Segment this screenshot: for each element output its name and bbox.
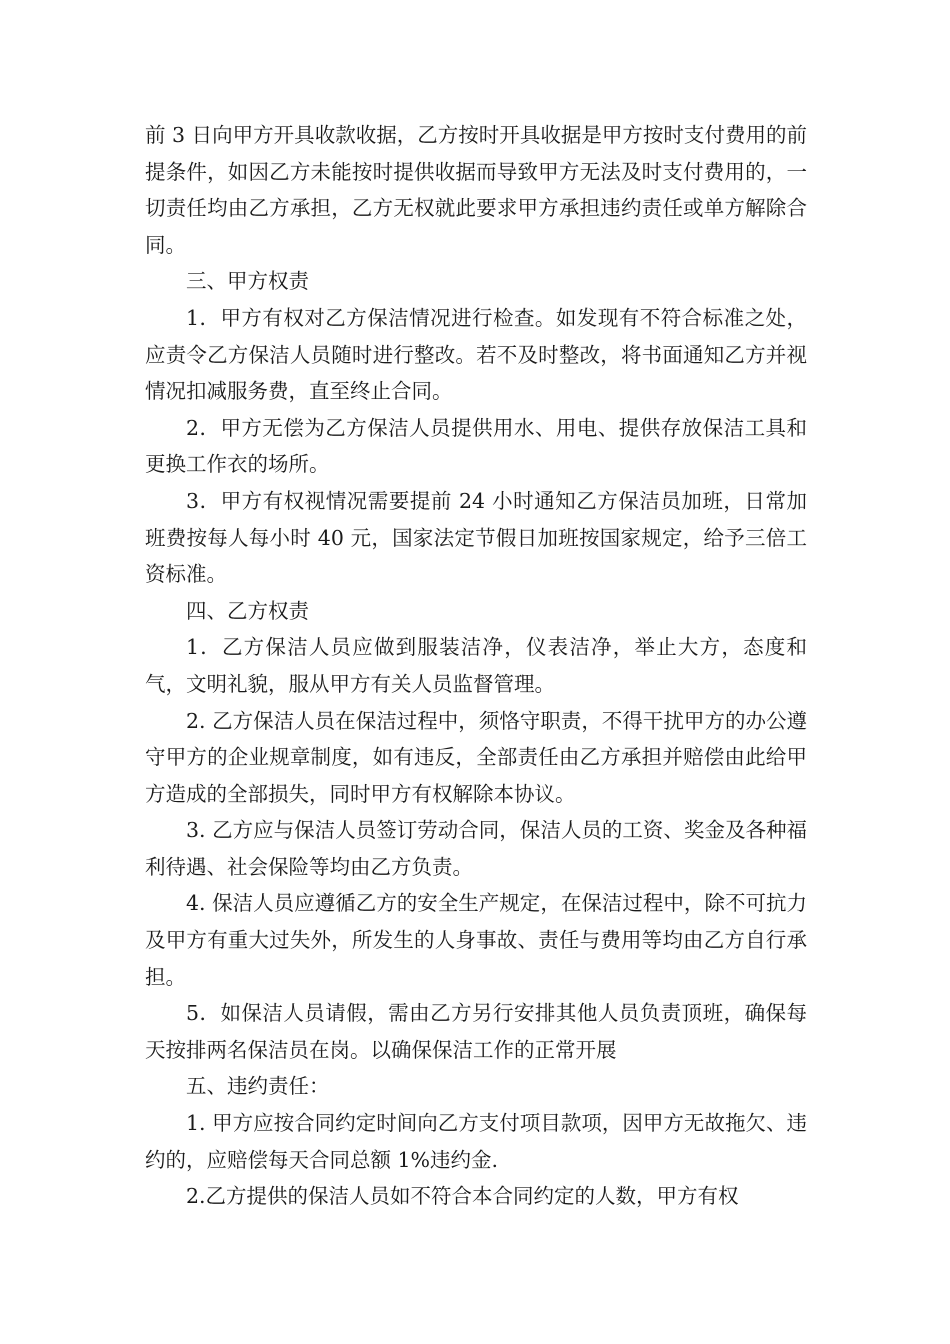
paragraph-b-rights-4: 4. 保洁人员应遵循乙方的安全生产规定，在保洁过程中，除不可抗力及甲方有重大过失外，所发生的人身事故、责任与费用等均由乙方自行承担。 — [145, 891, 807, 989]
paragraph-breach-2: 2.乙方提供的保洁人员如不符合本合同约定的人数，甲方有权 — [186, 1184, 739, 1209]
paragraph-b-rights-1: 1．乙方保洁人员应做到服装洁净，仪表洁净，举止大方，态度和气，文明礼貌，服从甲方有关人员监督管理。 — [145, 635, 807, 696]
document-body — [145, 117, 807, 1215]
paragraph-b-rights-2: 2. 乙方保洁人员在保洁过程中，须恪守职责，不得干扰甲方的办公遵守甲方的企业规章制度，如有违反，全部责任由乙方承担并赔偿由此给甲方造成的全部损失，同时甲方有权解除本协议。 — [145, 708, 807, 806]
paragraph-b-rights-3: 3. 乙方应与保洁人员签订劳动合同，保洁人员的工资、奖金及各种福利待遇、社会保险等均由乙方负责。 — [145, 818, 807, 879]
paragraph-b-rights-5: 5．如保洁人员请假，需由乙方另行安排其他人员负责顶班，确保每天按排两名保洁员在岗。以确保保洁工作的正常开展 — [145, 1001, 807, 1062]
heading-party-a-rights: 三、甲方权责 — [186, 269, 309, 294]
heading-breach-liability: 五、违约责任： — [186, 1074, 330, 1099]
paragraph-payment-receipt: 前 3 日向甲方开具收款收据，乙方按时开具收据是甲方按时支付费用的前提条件，如因乙方未能按时提供收据而导致甲方无法及时支付费用的，一切责任均由乙方承担，乙方无权就此要求甲方承担违约责任或单方解除合同。 — [145, 123, 807, 257]
heading-party-b-rights: 四、乙方权责 — [186, 598, 309, 623]
paragraph-breach-1: 1. 甲方应按合同约定时间向乙方支付项目款项，因甲方无故拖欠、违约的，应赔偿每天合同总额 1%违约金. — [145, 1111, 807, 1172]
paragraph-a-rights-2: 2．甲方无偿为乙方保洁人员提供用水、用电、提供存放保洁工具和更换工作衣的场所。 — [145, 415, 807, 477]
paragraph-a-rights-1: 1．甲方有权对乙方保洁情况进行检查。如发现有不符合标准之处，应责令乙方保洁人员随时进行整改。若不及时整改，将书面通知乙方并视情况扣减服务费，直至终止合同。 — [145, 305, 807, 404]
paragraph-a-rights-3: 3．甲方有权视情况需要提前 24 小时通知乙方保洁员加班，日常加班费按每人每小时 40 元，国家法定节假日加班按国家规定，给予三倍工资标准。 — [145, 488, 807, 587]
